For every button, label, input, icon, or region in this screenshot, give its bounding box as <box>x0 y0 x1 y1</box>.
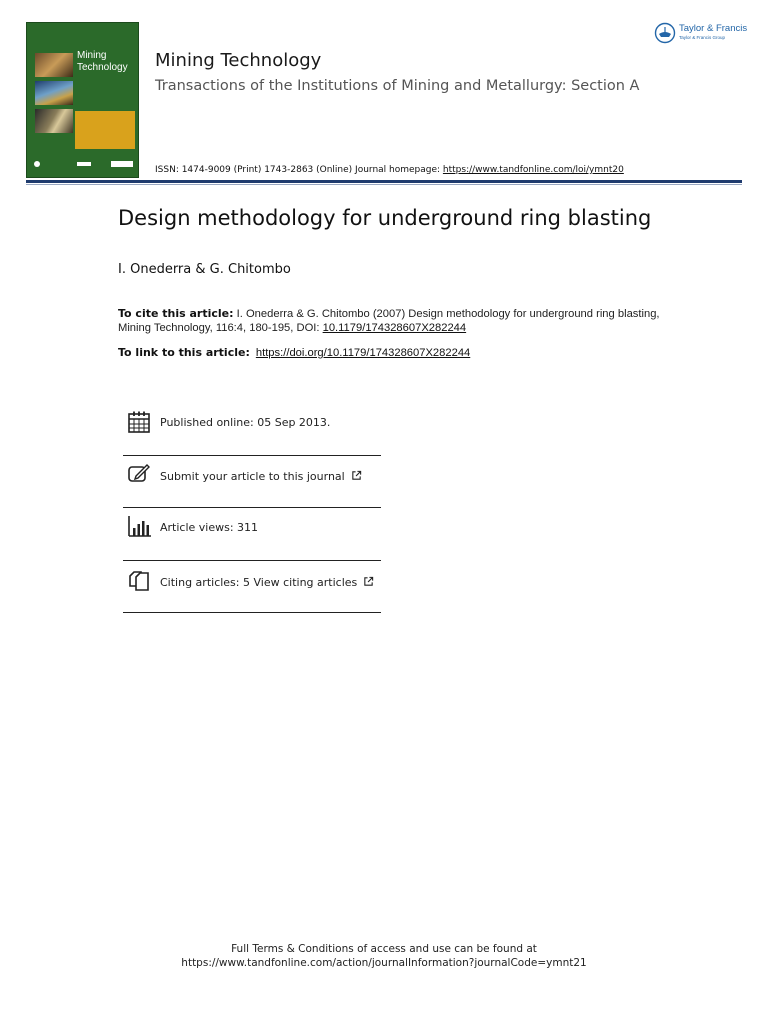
article-views-text: Article views: 311 <box>160 521 259 534</box>
publisher-logo[interactable] <box>654 22 754 48</box>
external-link-icon <box>351 470 362 481</box>
cover-title: Mining Technology <box>77 50 128 73</box>
cover-logos <box>33 159 132 169</box>
header-rule <box>26 180 742 183</box>
cover-photo <box>35 81 73 105</box>
citing-documents-icon <box>127 568 151 592</box>
bar-chart-icon <box>127 514 151 538</box>
citing-articles-link <box>160 576 374 589</box>
external-link-icon <box>363 576 374 587</box>
article-title: Design methodology for underground ring blasting <box>118 206 652 230</box>
journal-subtitle: Transactions of the Institutions of Mining and Metallurgy: Section A <box>155 78 640 94</box>
citing-articles-text[interactable]: Citing articles: 5 View citing articles <box>160 576 358 589</box>
article-views-row <box>123 510 381 562</box>
edit-icon <box>127 462 151 486</box>
article-authors: I. Onederra & G. Chitombo <box>118 262 291 277</box>
cover-photo <box>35 53 73 77</box>
article-doi-link[interactable]: https://doi.org/10.1179/174328607X282244 <box>255 347 471 359</box>
cite-doi-link[interactable]: 10.1179/174328607X282244 <box>322 322 467 334</box>
published-online-text: Published online: 05 Sep 2013. <box>160 416 331 429</box>
submit-article-link <box>160 470 362 483</box>
footer-terms-text: Full Terms & Conditions of access and use can be found at <box>231 943 537 955</box>
citation-block <box>118 307 678 335</box>
info-divider <box>123 560 381 561</box>
cite-text: I. Onederra & G. Chitombo (2007) Design methodology for underground ring blasting, Mining Technology, 116:4, 180-195, DOI: <box>118 308 660 334</box>
published-online-row <box>123 404 381 456</box>
link-label: To link to this article: <box>118 346 250 359</box>
footer <box>0 942 768 970</box>
cover-photo <box>35 109 73 133</box>
info-divider <box>123 612 381 613</box>
journal-cover-image <box>26 22 139 178</box>
issn-text: ISSN: 1474-9009 (Print) 1743-2863 (Online) Journal homepage: <box>155 165 443 175</box>
calendar-icon <box>127 410 151 434</box>
cite-label: To cite this article: <box>118 307 234 320</box>
publisher-group: Taylor & Francis Group <box>679 35 726 40</box>
taylor-francis-logo-icon <box>654 22 676 44</box>
submit-article-text[interactable]: Submit your article to this journal <box>160 470 345 483</box>
header-rule-thin <box>26 184 742 185</box>
info-divider <box>123 507 381 508</box>
citing-articles-row[interactable] <box>123 564 381 616</box>
journal-homepage-link[interactable]: https://www.tandfonline.com/loi/ymnt20 <box>442 165 624 175</box>
issn-line <box>155 165 624 175</box>
cover-yellow-panel <box>75 111 135 149</box>
journal-title: Mining Technology <box>155 50 322 71</box>
submit-article-row[interactable] <box>123 458 381 510</box>
article-link-block <box>118 346 470 359</box>
publisher-name: Taylor & Francis <box>679 23 748 34</box>
footer-terms-url[interactable]: https://www.tandfonline.com/action/journalInformation?journalCode=ymnt21 <box>181 957 587 969</box>
info-divider <box>123 455 381 456</box>
